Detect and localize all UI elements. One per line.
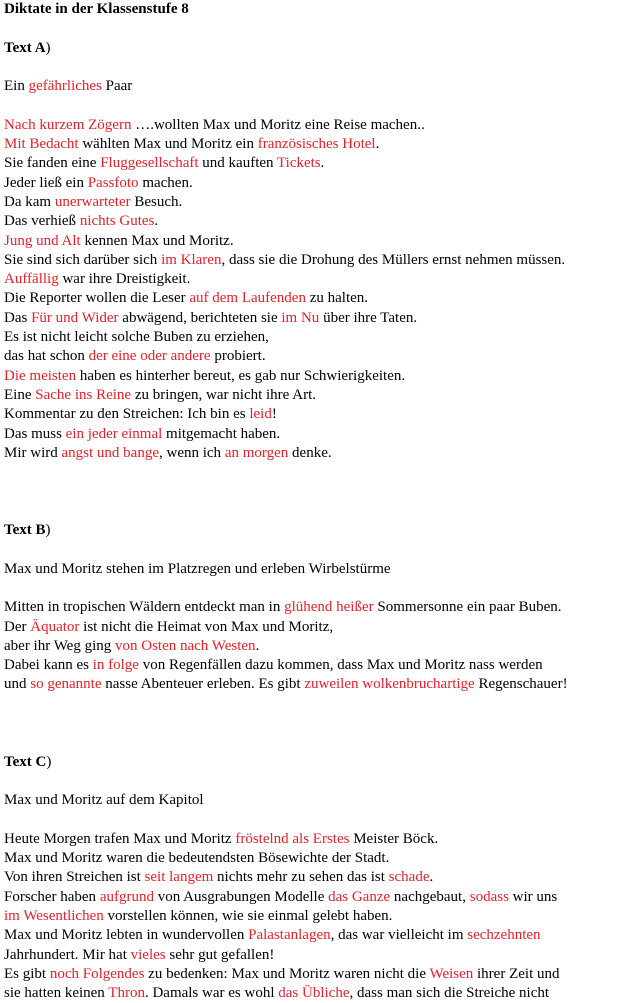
highlighted-word: gefährliches — [28, 78, 102, 95]
text-segment: Die Reporter wollen die Leser — [4, 290, 190, 307]
spacer — [4, 695, 630, 714]
section-title — [4, 791, 630, 810]
text-line — [4, 907, 630, 926]
spacer — [4, 540, 630, 559]
text-segment: . — [429, 869, 434, 886]
text-segment: Dabei kann es — [4, 657, 93, 674]
text-line — [4, 675, 630, 694]
text-segment: Mir wird — [4, 444, 62, 461]
text-line — [4, 888, 630, 907]
text-segment: Ein — [4, 78, 29, 95]
text-segment: Max und Moritz lebten in wundervollen — [4, 927, 249, 944]
text-segment: wir uns — [508, 888, 558, 905]
text-line — [4, 116, 630, 135]
text-line — [4, 598, 630, 617]
section-title — [4, 77, 630, 96]
text-segment: zu bringen, war nicht ihre Art. — [131, 386, 317, 403]
spacer — [4, 482, 630, 501]
text-line — [4, 154, 630, 173]
highlighted-word: das Ganze — [328, 888, 391, 905]
text-line — [4, 212, 630, 231]
text-segment: . — [375, 136, 380, 153]
text-segment: . — [320, 155, 325, 172]
highlighted-word: Mit Bedacht — [4, 136, 79, 153]
highlighted-word: im Wesentlichen — [4, 907, 104, 924]
text-segment: Max und Moritz waren die bedeutendsten Bösewichte der Stadt. — [4, 850, 390, 867]
text-line — [4, 618, 630, 637]
text-segment: Jeder ließ ein — [4, 174, 88, 191]
highlighted-word: Nach kurzem Zögern — [4, 116, 132, 133]
text-segment: Forscher haben — [4, 888, 100, 905]
highlighted-word: Jung und Alt — [4, 232, 81, 249]
highlighted-word: in folge — [92, 657, 139, 674]
text-line — [4, 830, 630, 849]
text-segment: ….wollten Max und Moritz eine Reise machen.. — [131, 116, 425, 133]
text-line — [4, 347, 630, 366]
highlighted-word: nichts Gutes — [79, 213, 155, 230]
highlighted-word: sodass — [469, 888, 509, 905]
text-segment: Sommersonne ein paar Buben. — [373, 599, 562, 616]
spacer — [4, 714, 630, 733]
highlighted-word: im Klaren — [161, 251, 222, 268]
section-label-paren: ) — [45, 39, 51, 56]
text-line — [4, 251, 630, 270]
text-line — [4, 386, 630, 405]
text-segment: Eine — [4, 386, 36, 403]
highlighted-word: glühend heißer — [284, 599, 374, 616]
highlighted-word: sechzehnten — [467, 927, 541, 944]
highlighted-word: auf dem Laufenden — [189, 290, 306, 307]
highlighted-word: schade — [388, 869, 430, 886]
highlighted-word: Thron — [108, 985, 145, 1002]
text-line — [4, 425, 630, 444]
highlighted-word: vieles — [130, 946, 166, 963]
document — [4, 0, 630, 1003]
text-segment: Max und Moritz auf dem Kapitol — [4, 792, 204, 809]
text-segment: , das war vielleicht im — [330, 927, 468, 944]
sections-container — [4, 19, 630, 1003]
text-segment: nasse Abenteuer erleben. Es gibt — [101, 676, 305, 693]
text-segment: kennen Max und Moritz. — [80, 232, 234, 249]
text-segment: Das muss — [4, 425, 66, 442]
text-line — [4, 946, 630, 965]
section-title — [4, 560, 630, 579]
text-segment: von Regenfällen dazu kommen, dass Max und Moritz nass werden — [138, 657, 543, 674]
text-segment: . — [154, 213, 159, 230]
highlighted-word: Für und Wider — [31, 309, 119, 326]
text-segment: Da kam — [4, 193, 55, 210]
text-segment: zu halten. — [305, 290, 369, 307]
highlighted-word: leid — [249, 406, 272, 423]
text-segment: und kauften — [198, 155, 278, 172]
text-segment: , dass man sich die Streiche nicht — [349, 985, 550, 1002]
highlighted-word: Äquator — [30, 618, 80, 635]
highlighted-word: Auffällig — [4, 271, 59, 288]
highlighted-word: an morgen — [224, 444, 289, 461]
text-segment: probiert. — [210, 348, 266, 365]
spacer — [4, 810, 630, 829]
text-segment: Kommentar zu den Streichen: Ich bin es — [4, 406, 250, 423]
highlighted-word: ein jeder einmal — [65, 425, 163, 442]
text-segment: . — [255, 637, 260, 654]
text-line — [4, 328, 630, 347]
text-segment: haben es hinterher bereut, es gab nur Schwierigkeiten. — [76, 367, 406, 384]
text-line — [4, 965, 630, 984]
text-segment: Von ihren Streichen ist — [4, 869, 145, 886]
text-line — [4, 926, 630, 945]
text-segment: Es gibt — [4, 965, 50, 982]
text-line — [4, 444, 630, 463]
text-segment: machen. — [138, 174, 193, 191]
highlighted-word: fröstelnd als Erstes — [235, 830, 350, 847]
text-line — [4, 135, 630, 154]
text-segment: das hat schon — [4, 348, 89, 365]
text-segment: sehr gut gefallen! — [165, 946, 275, 963]
section-label — [4, 521, 630, 540]
text-segment: nichts mehr zu sehen das ist — [213, 869, 389, 886]
spacer — [4, 463, 630, 482]
spacer — [4, 772, 630, 791]
section-label-text: Text B — [4, 522, 46, 539]
spacer — [4, 579, 630, 598]
highlighted-word: Fluggesellschaft — [100, 155, 199, 172]
text-segment: nachgebaut, — [390, 888, 470, 905]
text-segment: , dass sie die Drohung des Müllers ernst nehmen müssen. — [221, 251, 566, 268]
section-label-text: Text C — [4, 753, 47, 770]
spacer — [4, 96, 630, 115]
text-segment: sie hatten keinen — [4, 985, 109, 1002]
highlighted-word: zuweilen wolkenbruchartige — [304, 676, 475, 693]
section-label-text: Text A — [4, 39, 46, 56]
text-segment: Mitten in tropischen Wäldern entdeckt man in — [4, 599, 285, 616]
highlighted-word: das Übliche — [278, 985, 350, 1002]
text-segment: war ihre Dreistigkeit. — [58, 271, 191, 288]
highlighted-word: von Osten nach Westen — [114, 637, 256, 654]
text-segment: Max und Moritz stehen im Platzregen und erleben Wirbelstürme — [4, 560, 391, 577]
text-line — [4, 174, 630, 193]
section-label — [4, 753, 630, 772]
highlighted-word: französisches Hotel — [257, 136, 376, 153]
text-line — [4, 868, 630, 887]
text-segment: ihrer Zeit und — [473, 965, 560, 982]
highlighted-word: aufgrund — [99, 888, 154, 905]
spacer — [4, 733, 630, 752]
text-segment: Paar — [101, 78, 133, 95]
text-line — [4, 193, 630, 212]
highlighted-word: noch Folgendes — [49, 965, 145, 982]
highlighted-word: Weisen — [429, 965, 474, 982]
text-segment: Das — [4, 309, 32, 326]
text-segment: Es ist nicht leicht solche Buben zu erziehen, — [4, 329, 269, 346]
section-label-paren: ) — [46, 753, 52, 770]
text-segment: Sie fanden eine — [4, 155, 101, 172]
text-segment: abwägend, berichteten sie — [118, 309, 282, 326]
text-segment: Sie sind sich darüber sich — [4, 251, 162, 268]
text-segment: ! — [271, 406, 277, 423]
text-segment: , wenn ich — [158, 444, 225, 461]
text-segment: vorstellen können, wie sie einmal gelebt haben. — [103, 907, 393, 924]
highlighted-word: Palastanlagen — [248, 927, 331, 944]
page-title: Diktate in der Klassenstufe 8 — [4, 1, 189, 17]
text-segment: aber ihr Weg ging — [4, 637, 115, 654]
spacer — [4, 58, 630, 77]
section-label — [4, 39, 630, 58]
text-segment: Besuch. — [130, 193, 183, 210]
highlighted-word: seit langem — [144, 869, 214, 886]
text-segment: Das verhieß — [4, 213, 80, 230]
text-segment: wählten Max und Moritz ein — [78, 136, 258, 153]
highlighted-word: so genannte — [30, 676, 102, 693]
text-segment: Jahrhundert. Mir hat — [4, 946, 131, 963]
highlighted-word: Passfoto — [87, 174, 139, 191]
text-segment: Regenschauer! — [474, 676, 568, 693]
text-segment: denke. — [288, 444, 332, 461]
highlighted-word: angst und bange — [61, 444, 159, 461]
highlighted-word: unerwarteter — [54, 193, 131, 210]
text-line — [4, 405, 630, 424]
text-segment: Der — [4, 618, 31, 635]
spacer — [4, 502, 630, 521]
section-label-paren: ) — [45, 522, 51, 539]
text-segment: Heute Morgen trafen Max und Moritz — [4, 830, 236, 847]
highlighted-word: im Nu — [281, 309, 320, 326]
highlighted-word: Sache ins Reine — [35, 386, 132, 403]
text-segment: mitgemacht haben. — [162, 425, 281, 442]
text-segment: ist nicht die Heimat von Max und Moritz, — [79, 618, 334, 635]
text-line — [4, 232, 630, 251]
text-line — [4, 984, 630, 1003]
text-line — [4, 367, 630, 386]
text-segment: über ihre Taten. — [319, 309, 418, 326]
text-segment: von Ausgrabungen Modelle — [153, 888, 329, 905]
text-segment: und — [4, 676, 31, 693]
text-segment: . Damals war es wohl — [144, 985, 279, 1002]
text-line — [4, 637, 630, 656]
text-line — [4, 270, 630, 289]
text-segment: Meister Böck. — [349, 830, 439, 847]
spacer — [4, 19, 630, 38]
highlighted-word: Tickets — [277, 155, 321, 172]
text-line — [4, 289, 630, 308]
text-line — [4, 309, 630, 328]
text-line — [4, 849, 630, 868]
highlighted-word: Die meisten — [4, 367, 77, 384]
text-segment: zu bedenken: Max und Moritz waren nicht die — [144, 965, 430, 982]
highlighted-word: der eine oder andere — [88, 348, 211, 365]
text-line — [4, 656, 630, 675]
